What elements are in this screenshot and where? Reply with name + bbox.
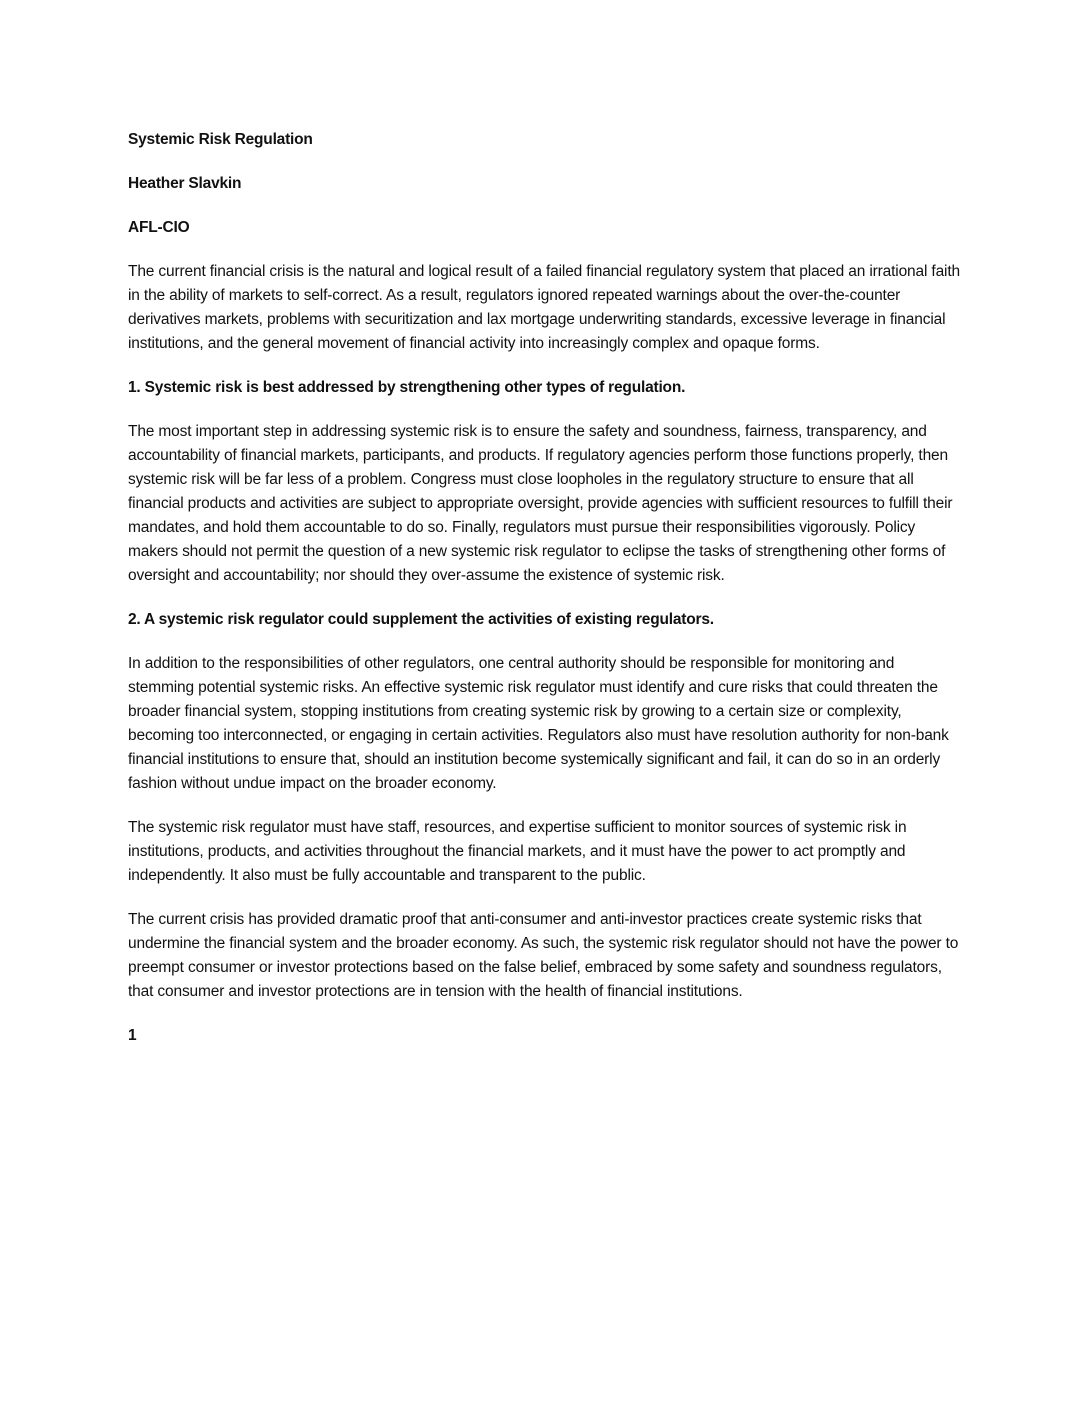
section-2-paragraph-2: The systemic risk regulator must have staff, resources, and expertise sufficient to monitor sources of systemic risk in institutions, products, and activities throughout the financial markets, and it must have the power to act promptly and independently. It also must be fully accountable and transparent to the public.: [128, 819, 907, 884]
section-2-title: 2. A systemic risk regulator could supplement the activities of existing regulators.: [128, 611, 714, 628]
section-2-paragraph-1: In addition to the responsibilities of other regulators, one central authority should be responsible for monitoring and stemming potential systemic risks. An effective systemic risk regulator must identify and cure risks that could threaten the broader financial system, stopping institutions from creating systemic risk by growing to a certain size or complexity, becoming too interconnected, or engaging in certain activities. Regulators also must have resolution authority for non-bank financial institutions to ensure that, should an institution become systemically significant and fail, it can do so in an orderly fashion without undue impact on the broader economy.: [128, 655, 949, 792]
document-page: [128, 128, 960, 1048]
document-author: Heather Slavkin: [128, 175, 242, 192]
page-number: 1: [128, 1027, 137, 1044]
section-2-paragraph-3: The current crisis has provided dramatic proof that anti-consumer and anti-investor practices create systemic risks that undermine the financial system and the broader economy. As such, the systemic risk regulator should not have the power to preempt consumer or investor protections based on the false belief, embraced by some safety and soundness regulators, that consumer and investor protections are in tension with the health of financial institutions.: [128, 911, 959, 1000]
intro-paragraph: The current financial crisis is the natural and logical result of a failed financial regulatory system that placed an irrational faith in the ability of markets to self-correct. As a result, regulators ignored repeated warnings about the over-the-counter derivatives markets, problems with securitization and lax mortgage underwriting standards, excessive leverage in financial institutions, and the general movement of financial activity into increasingly complex and opaque forms.: [128, 263, 960, 352]
section-1-title: 1. Systemic risk is best addressed by strengthening other types of regulation.: [128, 379, 686, 396]
document-organization: AFL-CIO: [128, 219, 190, 236]
document-title: Systemic Risk Regulation: [128, 131, 313, 148]
section-1-paragraph: The most important step in addressing systemic risk is to ensure the safety and soundness, fairness, transparency, and accountability of financial markets, participants, and products. If regulatory agencies perform those functions properly, then systemic risk will be far less of a problem. Congress must close loopholes in the regulatory structure to ensure that all financial products and activities are subject to appropriate oversight, provide agencies with sufficient resources to fulfill their mandates, and hold them accountable to do so. Finally, regulators must pursue their responsibilities vigorously. Policy makers should not permit the question of a new systemic risk regulator to eclipse the tasks of strengthening other forms of oversight and accountability; nor should they over-assume the existence of systemic risk.: [128, 423, 953, 584]
